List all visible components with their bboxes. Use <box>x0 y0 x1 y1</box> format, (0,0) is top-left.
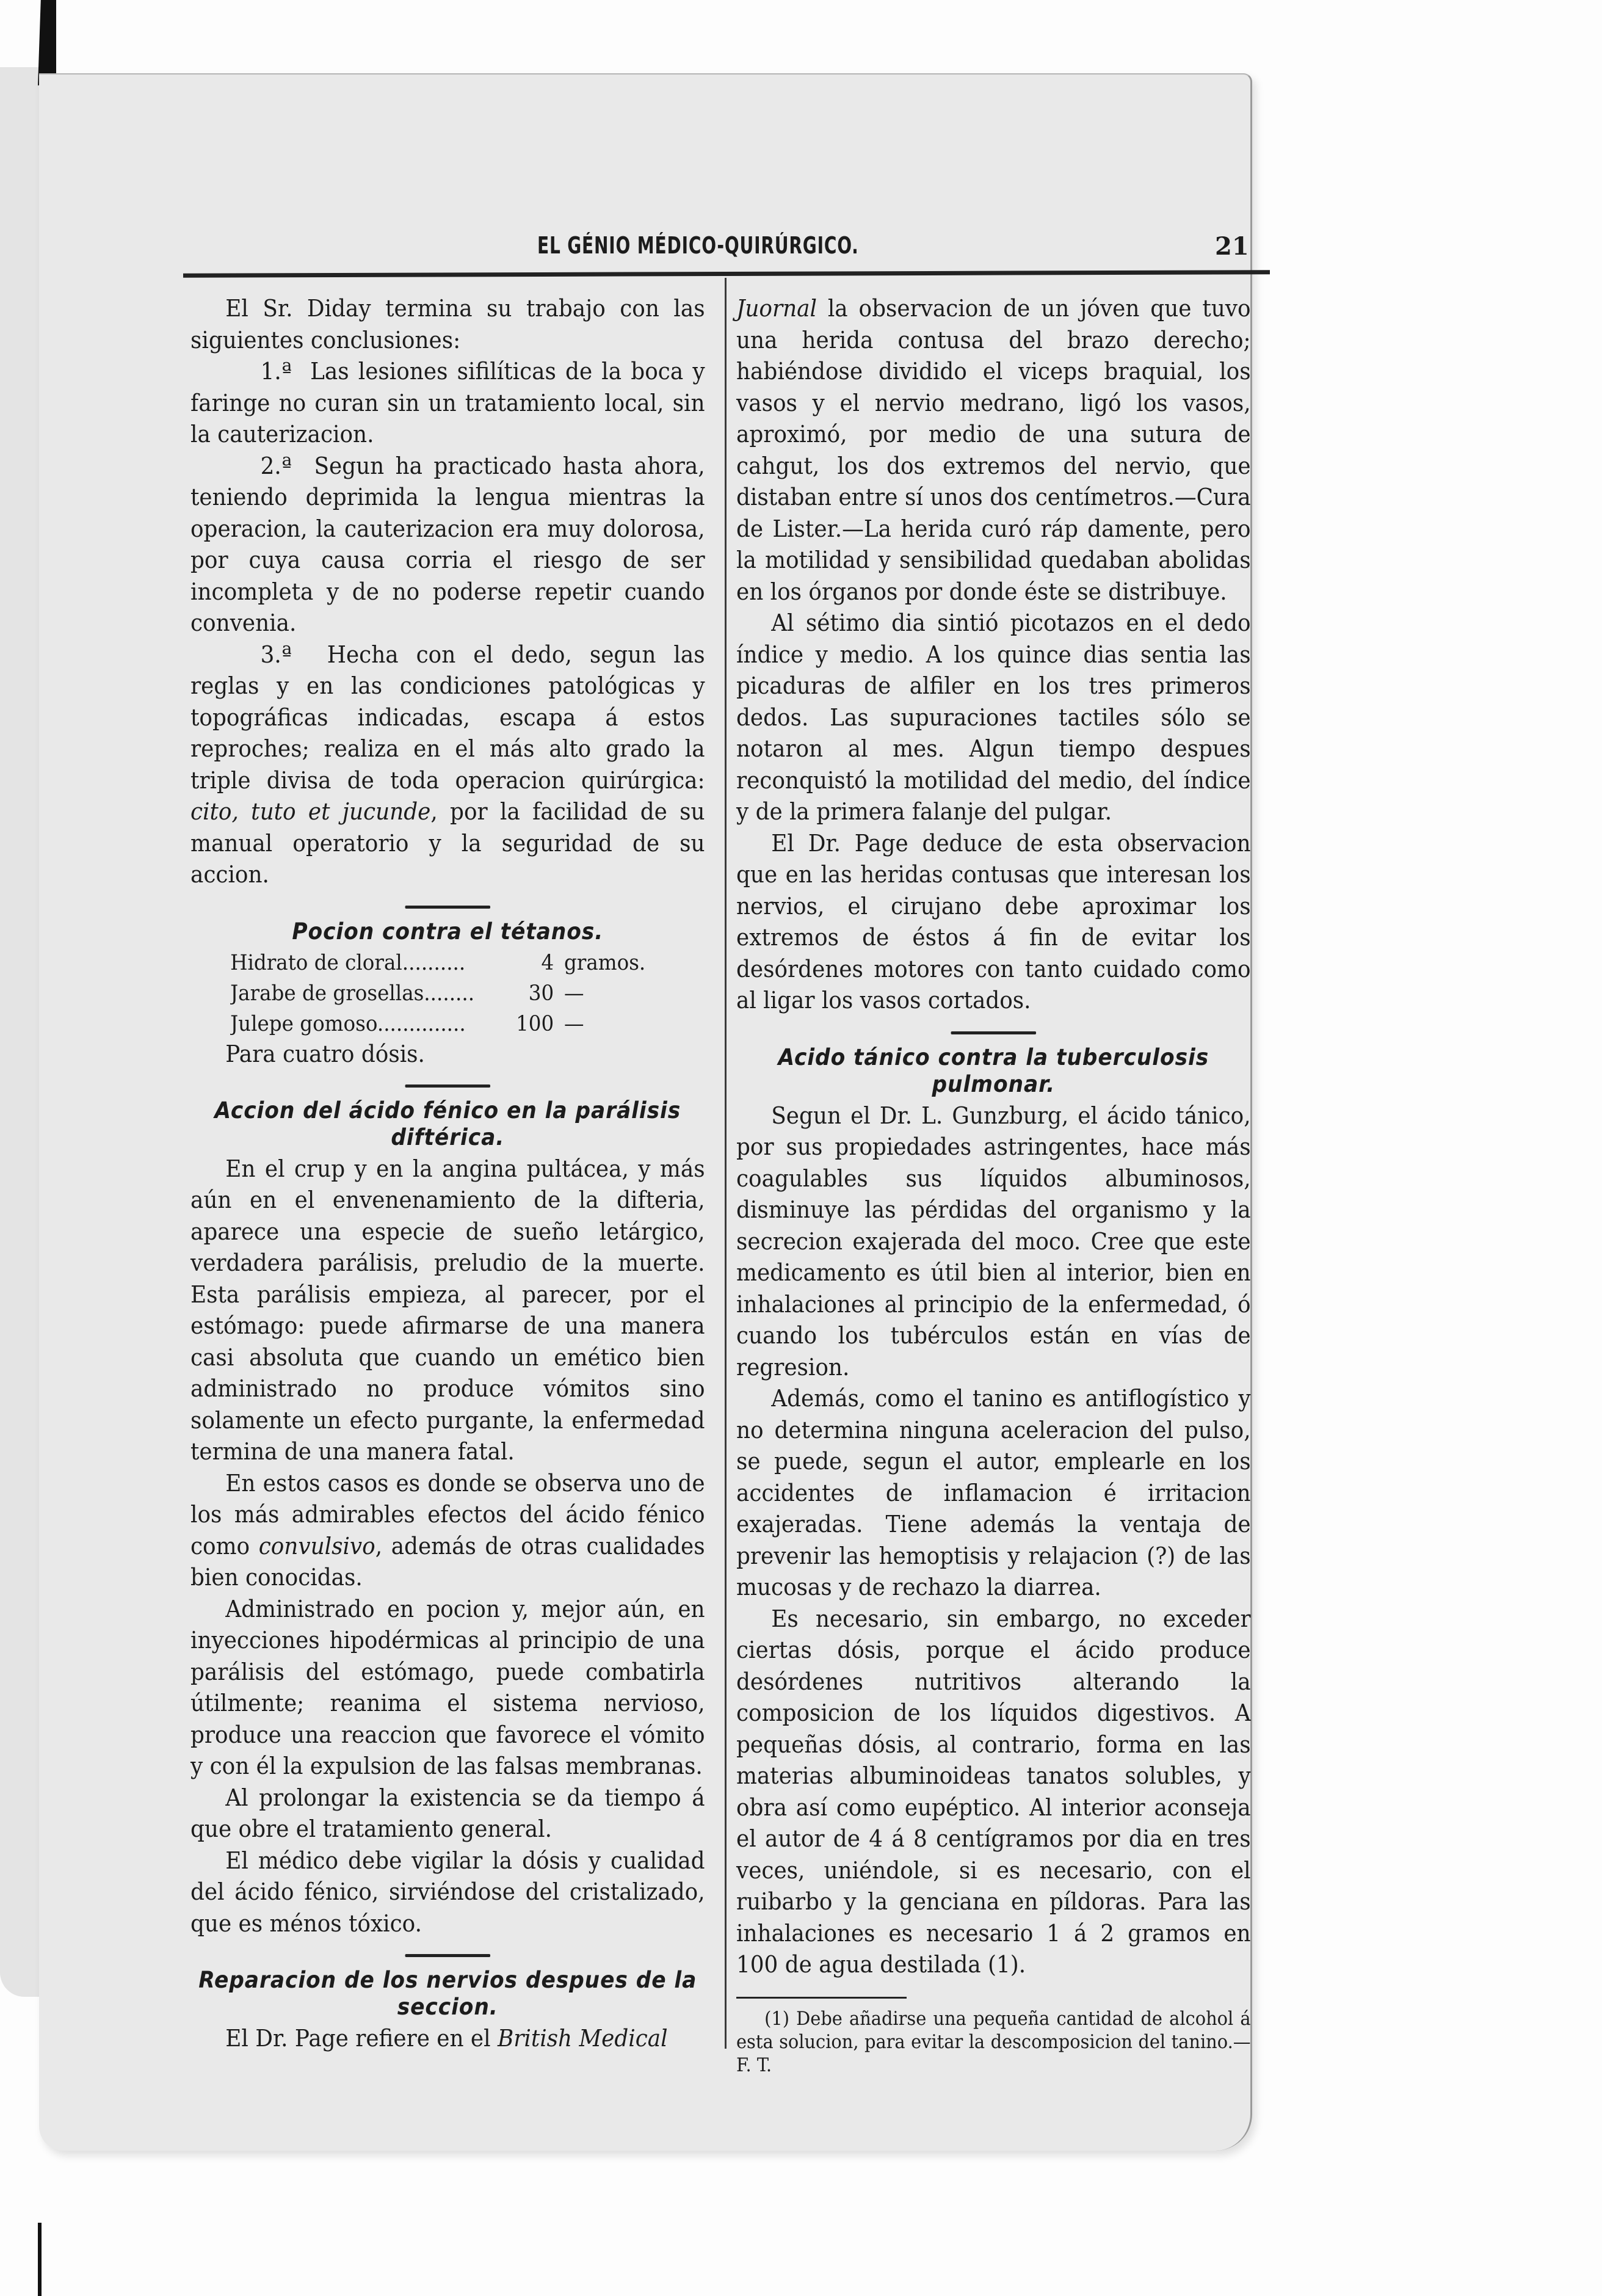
running-title: EL GÉNIO MÉDICO-QUIRÚRGICO. <box>537 232 859 259</box>
section-rule <box>405 906 491 909</box>
conclusion-text: Segun ha practicado hasta ahora, teniendo deprimida la lengua mientras la operacion, la cauterizacion era muy dolorosa, por cuya causa corria el riesgo de ser incompleta y de no poderse repetir cuando convenia. <box>190 452 705 637</box>
paragraph: Es necesario, sin embargo, no exceder ciertas dósis, porque el ácido produce desórdenes nutritivos alterando la composicion de los líquidos digestivos. A pequeñas dósis, al contrario, forma en las materias albuminoideas tanatos solubles, y obra así como eupéptico. Al interior aconseja el autor de 4 á 8 centígramos por dia en tres veces, uniéndole, si es necesario, con el ruibarbo y la genciana en píldoras. Para las inhalaciones es necesario 1 á 2 gramos en 100 de agua destilada (1). <box>736 1605 1251 1978</box>
conclusion-number: 1.ª <box>260 358 292 385</box>
page-number: 21 <box>1215 232 1249 261</box>
conclusion-text-end: , por la facilidad de su manual operatorio y la seguridad de su accion. <box>190 798 705 888</box>
latin-motto: cito, tuto et jucunde <box>190 798 431 826</box>
text-span: El Dr. Page refiere en el <box>225 2025 498 2052</box>
recipe-item <box>190 978 705 1009</box>
ingredient-unit: — <box>564 981 584 1006</box>
ingredient-unit: gramos. <box>564 950 646 975</box>
column-divider <box>725 278 727 2049</box>
left-column <box>190 293 705 2055</box>
conclusion-3 <box>190 639 705 891</box>
text-span: , además de otras cualidades bien conocidas. <box>190 1532 705 1591</box>
recipe-note: Para cuatro dósis. <box>225 1040 425 1068</box>
intro-paragraph: El Sr. Diday termina su trabajo con las siguientes conclusiones: <box>190 295 705 354</box>
page-header <box>183 232 1270 275</box>
section-rule <box>405 1084 491 1088</box>
paragraph <box>190 1468 705 1594</box>
section-title-tanico: Acido tánico contra la tuberculosis pulmonar. <box>778 1044 1209 1097</box>
facing-page-edge <box>0 67 40 1997</box>
ingredient-name: Julepe gomoso.............. <box>230 1011 466 1036</box>
conclusion-number: 2.ª <box>260 452 292 480</box>
ingredient-name: Hidrato de cloral.......... <box>230 950 466 975</box>
book-spine-shadow <box>38 0 56 85</box>
ingredient-unit: — <box>564 1011 584 1036</box>
paragraph: Al sétimo dia sintió picotazos en el dedo índice y medio. A los quince dias sentia las picaduras de alfiler en los tres primeros dedos. Las supuraciones tactiles sólo se notaron al mes. Algun tiempo despues reconquistó la motilidad del medio, del índice y de la primera falanje del pulgar. <box>736 609 1251 826</box>
recipe-title: Pocion contra el tétanos. <box>292 918 604 945</box>
paragraph: Segun el Dr. L. Gunzburg, el ácido tánico, por sus propiedades astringentes, hace más coagulables sus líquidos albuminosos, disminuye las pérdidas del organismo y la secrecion exajerada del moco. Cree que este medicamento es útil bien al interior, bien en inhalaciones al principio de la enfermedad, ó cuando los tubérculos están en vías de regresion. <box>736 1102 1251 1381</box>
conclusion-text: Hecha con el dedo, segun las reglas y en las condiciones patológicas y topográficas indicadas, escapa á estos reproches; realiza en el más alto grado la triple divisa de toda operacion quirúrgica: <box>190 641 705 794</box>
conclusion-1 <box>190 356 705 451</box>
right-column <box>736 293 1251 2077</box>
paragraph: El médico debe vigilar la dósis y cualidad del ácido fénico, sirviéndose del cristalizado, que es ménos tóxico. <box>190 1847 705 1938</box>
conclusion-number: 3.ª <box>260 641 292 669</box>
journal-title: British Medical <box>497 2025 668 2052</box>
ingredient-qty: 30 <box>528 981 554 1006</box>
recipe-item <box>190 948 705 978</box>
paragraph: En el crup y en la angina pultácea, y más aún en el envenenamiento de la difteria, aparece una especie de sueño letárgico, verdadera parálisis, preludio de la muerte. Esta parálisis empieza, al parecer, por el estómago: puede afirmarse de una manera casi absoluta que cuando un emético bien administrado no produce vómitos sino solamente un efecto purgante, la enfermedad termina de una manera fatal. <box>190 1155 705 1466</box>
footnote: (1) Debe añadirse una pequeña cantidad de alcohol á esta solucion, para evitar la descomposicion del tanino.—F. T. <box>736 2007 1251 2076</box>
book-spine-shadow-bottom <box>38 2223 42 2296</box>
section-rule <box>951 1031 1037 1034</box>
journal-title: Juornal <box>736 295 817 322</box>
ingredient-qty: 100 <box>516 1011 554 1036</box>
conclusion-text: Las lesiones sifilíticas de la boca y faringe no curan sin un tratamiento local, sin la cauterizacion. <box>190 358 705 448</box>
section-title-nervios: Reparacion de los nervios despues de la seccion. <box>198 1967 697 2020</box>
text-span: En estos casos es donde se observa uno de los más admirables efectos del ácido fénico como <box>190 1469 705 1560</box>
paragraph: Administrado en pocion y, mejor aún, en inyecciones hipodérmicas al principio de una parálisis del estómago, puede combatirla útilmente; reanima el sistema nervioso, produce una reaccion que favorece el vómito y con él la expulsion de las falsas membranas. <box>190 1595 705 1780</box>
section-rule <box>405 1954 491 1957</box>
ingredient-qty: 4 <box>541 950 554 975</box>
recipe-list <box>190 948 705 1070</box>
paragraph: Además, como el tanino es antiflogístico y no determina ninguna aceleracion del pulso, se puede, segun el autor, emplearle en los accidentes de inflamacion é irritacion exajeradas. Tiene además la ventaja de prevenir las hemoptisis y relajacion (?) de las mucosas y de rechazo la diarrea. <box>736 1385 1251 1601</box>
footnote-rule <box>736 1997 907 1999</box>
section-title-fenico: Accion del ácido fénico en la parálisis diftérica. <box>214 1097 681 1150</box>
paragraph <box>736 293 1251 608</box>
ingredient-name: Jarabe de grosellas........ <box>230 981 475 1006</box>
paragraph <box>190 2023 705 2055</box>
recipe-item <box>190 1009 705 1039</box>
text-span: la observacion de un jóven que tuvo una herida contusa del brazo derecho; habiéndose dividido el viceps braquial, los vasos y el nervio medrano, ligó los vasos, aproximó, por medio de una sutura de cahgut, los dos extremos del nervio, que distaban entre sí unos dos centímetros.—Cura de Lister.—La herida curó ráp damente, pero la motilidad y sensibilidad quedaban abolidas en los órganos por donde éste se distribuye. <box>736 295 1251 606</box>
italic-term: convulsivo <box>258 1532 375 1560</box>
conclusion-2 <box>190 451 705 639</box>
paragraph: Al prolongar la existencia se da tiempo á que obre el tratamiento general. <box>190 1784 705 1843</box>
paragraph: El Dr. Page deduce de esta observacion que en las heridas contusas que interesan los nervios, el cirujano debe aproximar los extremos de éstos á fin de evitar los desórdenes motores con tanto cuidado como al ligar los vasos cortados. <box>736 829 1251 1014</box>
